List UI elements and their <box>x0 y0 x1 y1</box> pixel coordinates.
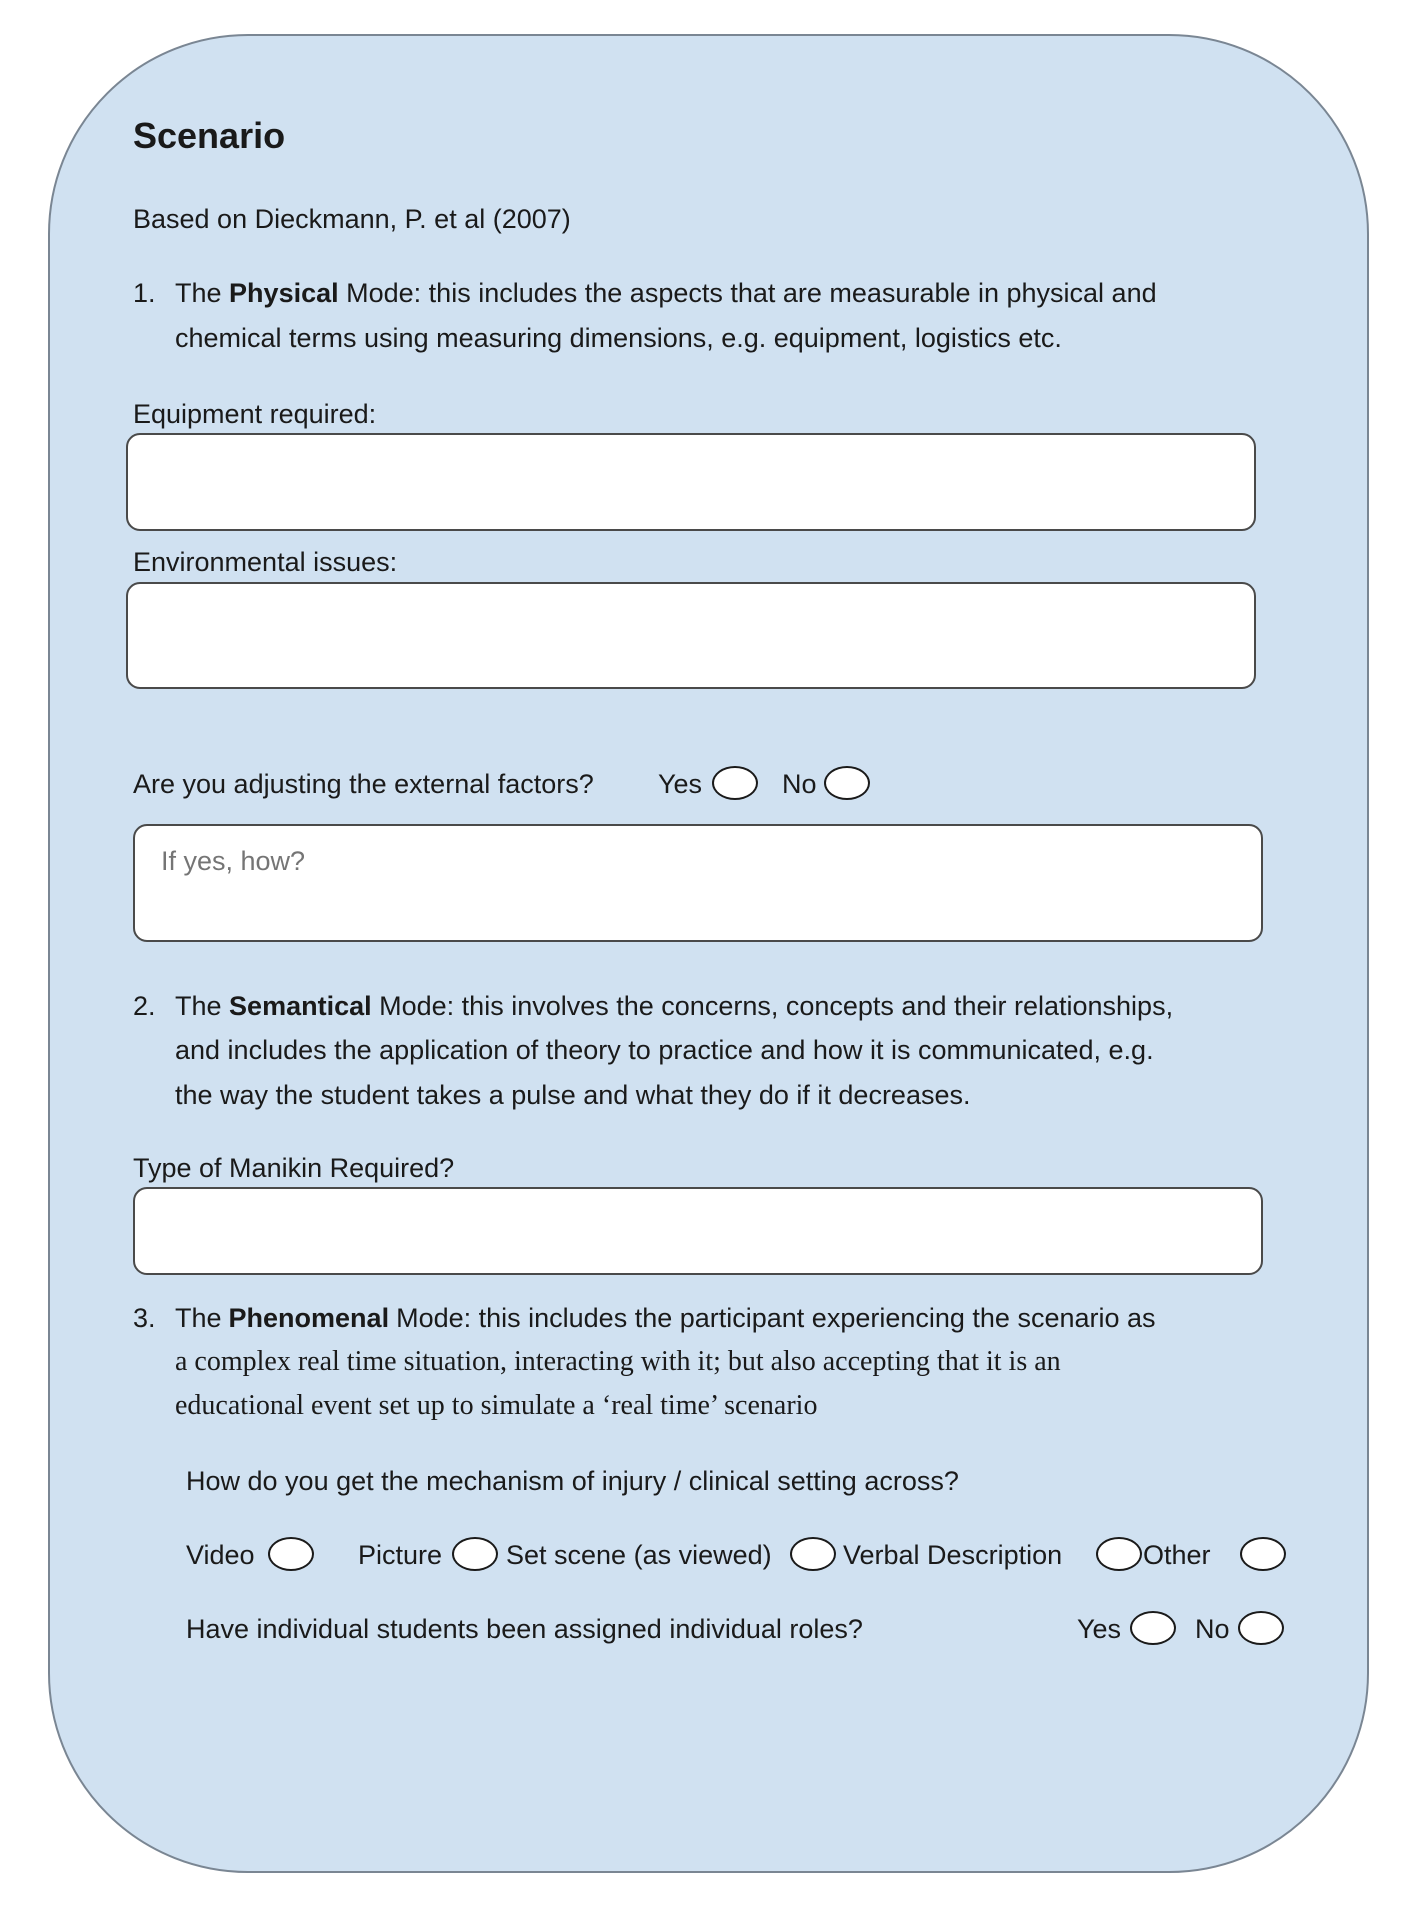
semantical-mode-pre: The <box>175 991 222 1021</box>
roles-no-label: No <box>1195 1614 1230 1644</box>
physical-mode-line-1 <box>133 275 1157 311</box>
external-yes-label: Yes <box>658 769 703 799</box>
physical-mode-pre: The <box>175 278 222 308</box>
phenomenal-mode-line-2: a complex real time situation, interacting with it; but also accepting that it is an <box>175 1346 1061 1377</box>
option-verbal-label: Verbal Description <box>843 1540 1063 1570</box>
option-video-radio[interactable] <box>268 1537 314 1571</box>
roles-no-radio[interactable] <box>1238 1611 1284 1645</box>
if-yes-field-box <box>133 824 1263 942</box>
manikin-field-box <box>133 1187 1263 1275</box>
option-verbal-radio[interactable] <box>1096 1537 1142 1571</box>
external-no-radio[interactable] <box>824 766 870 800</box>
semantical-mode-number: 2. <box>133 991 156 1021</box>
semantical-mode-line-1 <box>133 988 1173 1024</box>
manikin-field[interactable] <box>135 1189 1261 1273</box>
phenomenal-mode-line-3: educational event set up to simulate a ‘real time’ scenario <box>175 1390 818 1421</box>
option-set-scene-radio[interactable] <box>790 1537 836 1571</box>
external-yes-radio[interactable] <box>712 766 758 800</box>
phenomenal-mode-post: Mode: this includes the participant experiencing the scenario as <box>396 1303 1156 1333</box>
option-other-label: Other <box>1143 1540 1211 1570</box>
external-no-label: No <box>782 769 817 799</box>
environmental-field[interactable] <box>128 584 1254 687</box>
manikin-label: Type of Manikin Required? <box>133 1153 455 1183</box>
equipment-label: Equipment required: <box>133 399 377 429</box>
phenomenal-mode-pre: The <box>175 1303 222 1333</box>
option-set-scene-label: Set scene (as viewed) <box>506 1540 772 1570</box>
option-picture-radio[interactable] <box>452 1537 498 1571</box>
roles-yes-label: Yes <box>1077 1614 1122 1644</box>
option-other-radio[interactable] <box>1240 1537 1286 1571</box>
option-video-label: Video <box>186 1540 255 1570</box>
phenomenal-mode-bold: Phenomenal <box>228 1303 390 1333</box>
semantical-mode-line-3: the way the student takes a pulse and what they do if it decreases. <box>175 1080 971 1110</box>
physical-mode-post: Mode: this includes the aspects that are measurable in physical and <box>346 278 1157 308</box>
semantical-mode-bold: Semantical <box>229 991 372 1021</box>
roles-question: Have individual students been assigned individual roles? <box>186 1614 863 1644</box>
if-yes-field[interactable] <box>135 826 1261 940</box>
equipment-field-box <box>126 433 1256 531</box>
physical-mode-number: 1. <box>133 278 156 308</box>
equipment-field[interactable] <box>128 435 1254 529</box>
source-citation: Based on Dieckmann, P. et al (2007) <box>133 204 571 234</box>
mechanism-question: How do you get the mechanism of injury / clinical setting across? <box>186 1466 959 1496</box>
roles-yes-radio[interactable] <box>1130 1611 1176 1645</box>
environmental-field-box <box>126 582 1256 689</box>
physical-mode-bold: Physical <box>229 278 339 308</box>
phenomenal-mode-line-1 <box>133 1296 1156 1341</box>
semantical-mode-post: Mode: this involves the concerns, concepts and their relationships, <box>379 991 1174 1021</box>
option-picture-label: Picture <box>358 1540 443 1570</box>
physical-mode-line-2: chemical terms using measuring dimensions, e.g. equipment, logistics etc. <box>175 323 1062 353</box>
external-factors-question: Are you adjusting the external factors? <box>133 769 594 799</box>
form-title: Scenario <box>133 115 286 156</box>
environmental-label: Environmental issues: <box>133 547 398 577</box>
phenomenal-mode-number: 3. <box>133 1303 156 1333</box>
semantical-mode-line-2: and includes the application of theory to practice and how it is communicated, e.g. <box>175 1035 1154 1065</box>
